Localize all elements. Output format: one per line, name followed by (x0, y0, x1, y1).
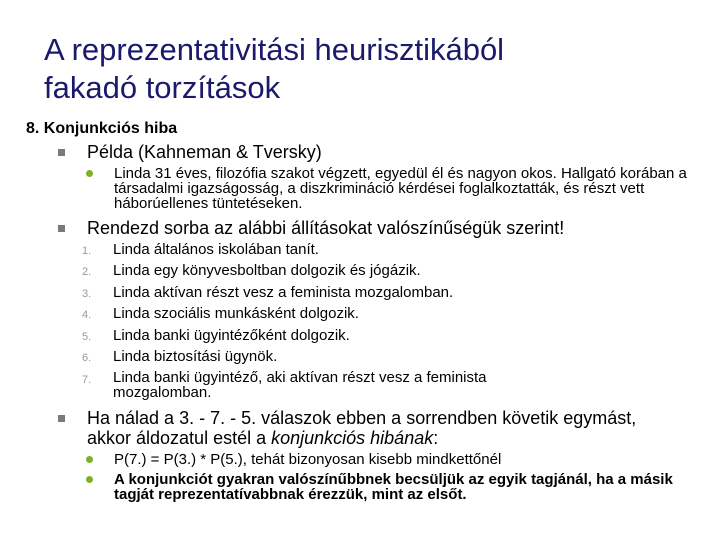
conclusion-text-end: : (433, 428, 439, 448)
title-line-1: A reprezentativitási heurisztikából (44, 32, 505, 67)
round-bullet-icon (86, 456, 93, 463)
bullet-example-text: Példa (Kahneman & Tversky) (87, 142, 322, 162)
list-item-text: Linda szociális munkásként dolgozik. (113, 305, 359, 322)
probability-text: P(7.) = P(3.) * P(5.), tehát bizonyosan kisebb mindkettőnél (114, 451, 502, 468)
list-item-number: 4. (82, 309, 92, 321)
conclusion-text-start: Ha nálad a 3. - 7. - 5. válaszok ebben a sorrendben követik egymást, akkor áldozatul estél a (87, 408, 637, 448)
list-item-text: Linda egy könyvesboltban dolgozik és jógázik. (113, 262, 421, 279)
square-bullet-icon (58, 225, 65, 232)
list-item-text: Linda biztosítási ügynök. (113, 348, 278, 365)
list-item-text: Linda aktívan részt vesz a feminista mozgalomban. (113, 284, 454, 301)
list-item-number: 3. (82, 288, 92, 300)
list-item-text: Linda banki ügyintéző, aki aktívan részt vesz a feminista mozgalomban. (113, 369, 487, 401)
conclusion-term: konjunkciós hibának (271, 428, 434, 448)
round-bullet-icon (86, 476, 93, 483)
list-item-number: 7. (82, 374, 92, 386)
section-heading: 8. Konjunkciós hiba (26, 120, 178, 137)
slide-title (44, 31, 704, 107)
conclusion-text (87, 408, 647, 448)
list-item-number: 6. (82, 352, 92, 364)
round-bullet-icon (86, 170, 93, 177)
square-bullet-icon (58, 149, 65, 156)
list-item-text: Linda általános iskolában tanít. (113, 241, 319, 258)
list-item-text: Linda banki ügyintézőként dolgozik. (113, 327, 350, 344)
linda-description-text: Linda 31 éves, filozófia szakot végzett, egyedül él és nagyon okos. Hallgató korában a társadalmi igazságosság, a diszkrimináció kérdései foglalkoztatták, és részt vett háborúellenes tüntetéseken. (114, 165, 687, 212)
list-item-number: 1. (82, 245, 92, 257)
square-bullet-icon (58, 415, 65, 422)
rank-instruction-text: Rendezd sorba az alábbi állításokat valószínűségük szerint! (87, 218, 565, 238)
list-item-number: 5. (82, 331, 92, 343)
representativeness-text: A konjunkciót gyakran valószínűbbnek becsüljük az egyik tagjánál, ha a másik tagját reprezentatívabbnak érezzük, mint az elsőt. (114, 471, 673, 503)
title-line-2: fakadó torzítások (44, 70, 281, 105)
list-item-number: 2. (82, 266, 92, 278)
